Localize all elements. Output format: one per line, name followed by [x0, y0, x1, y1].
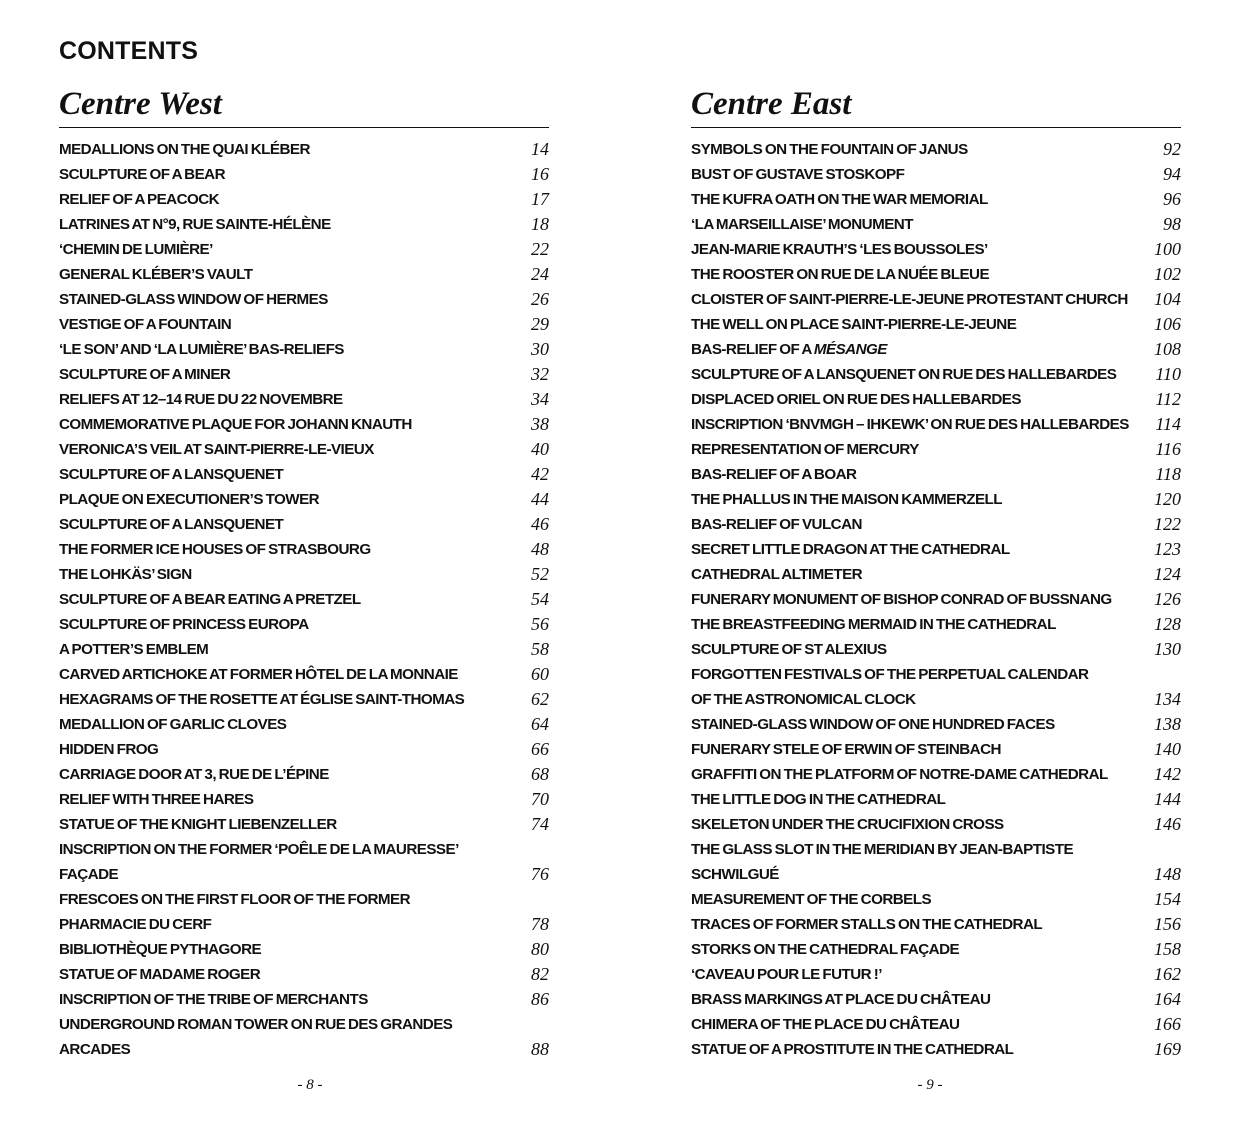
toc-entry-title: [59, 312, 511, 337]
toc-entry-page: 144: [1154, 789, 1181, 809]
toc-entry-page: 110: [1155, 364, 1181, 384]
toc-entry-title: [691, 837, 1143, 887]
toc-entry-title-text: SCULPTURE OF A MINER: [59, 366, 231, 383]
toc-entry-title-text: THE ROOSTER ON RUE DE LA NUÉE BLEUE: [691, 266, 990, 283]
toc-entry-page: 92: [1163, 139, 1181, 159]
toc-entry-page: 96: [1163, 189, 1181, 209]
toc-entry-page: 138: [1154, 714, 1181, 734]
toc-entry[interactable]: [59, 162, 549, 187]
toc-entry-title-text: CATHEDRAL ALTIMETER: [691, 566, 863, 583]
toc-entry-page: 123: [1154, 539, 1181, 559]
toc-entry-page: 56: [531, 614, 549, 634]
toc-entry-page: 22: [531, 239, 549, 259]
toc-entry-page: 26: [531, 289, 549, 309]
toc-entry-title-text: MEASUREMENT OF THE CORBELS: [691, 891, 932, 908]
toc-entry[interactable]: [59, 512, 549, 537]
toc-entry-title-text: LATRINES AT N°9, RUE SAINTE-HÉLÈNE: [59, 216, 331, 233]
toc-entry-title: [59, 687, 511, 712]
toc-entry[interactable]: [59, 237, 549, 262]
toc-entry-title-text: STATUE OF THE KNIGHT LIEBENZELLER: [59, 816, 337, 833]
toc-entry[interactable]: [691, 137, 1181, 162]
toc-entry[interactable]: [59, 787, 549, 812]
page-number-right: - 9 -: [917, 1077, 943, 1093]
toc-entry[interactable]: [59, 437, 549, 462]
toc-entry[interactable]: [691, 662, 1181, 712]
toc-entry-page: 122: [1154, 514, 1181, 534]
toc-entry-title-text: THE BREASTFEEDING MERMAID IN THE CATHEDRAL: [691, 616, 1056, 633]
toc-entry-page: 82: [531, 964, 549, 984]
toc-entry-title: [691, 537, 1143, 562]
toc-entry-title-text: THE WELL ON PLACE SAINT-PIERRE-LE-JEUNE: [691, 316, 1017, 333]
toc-entry[interactable]: [59, 837, 549, 887]
toc-entry-title-text: STAINED-GLASS WINDOW OF HERMES: [59, 291, 328, 308]
toc-entry-page: 66: [531, 739, 549, 759]
toc-entry[interactable]: [691, 312, 1181, 337]
toc-entry-page: 30: [531, 339, 549, 359]
toc-entry-page: 18: [531, 214, 549, 234]
toc-entry-title: [59, 387, 511, 412]
toc-entry-title: [59, 162, 511, 187]
toc-entry[interactable]: [691, 837, 1181, 887]
toc-entry-title: [59, 212, 511, 237]
toc-entry-title: [59, 562, 511, 587]
toc-entry-page: 116: [1155, 439, 1181, 459]
toc-entry[interactable]: [59, 412, 549, 437]
toc-entry-title: [691, 412, 1143, 437]
toc-entry-title: [59, 487, 511, 512]
section-title: Centre West: [59, 84, 549, 128]
toc-entry-page: 158: [1154, 939, 1181, 959]
toc-entry[interactable]: [59, 312, 549, 337]
toc-entry-page: 100: [1154, 239, 1181, 259]
toc-entry[interactable]: [59, 962, 549, 987]
page-centre-west: [59, 84, 549, 1062]
toc-entry-title: [691, 462, 1143, 487]
toc-entry-page: 114: [1155, 414, 1181, 434]
toc-entry[interactable]: [691, 212, 1181, 237]
page-centre-east: [691, 84, 1181, 1062]
toc-entry[interactable]: [59, 287, 549, 312]
toc-entry[interactable]: [691, 287, 1181, 312]
toc-entry[interactable]: [691, 262, 1181, 287]
toc-entry-title: [59, 612, 511, 637]
toc-entry-title-text: DISPLACED ORIEL ON RUE DES HALLEBARDES: [691, 391, 1021, 408]
toc-entry-title: [59, 337, 511, 362]
toc-entry-page: 140: [1154, 739, 1181, 759]
toc-entry-page: 94: [1163, 164, 1181, 184]
toc-entry-title-text: HEXAGRAMS OF THE ROSETTE AT ÉGLISE SAINT-THOMAS: [59, 691, 465, 708]
toc-entry-title-text: SCULPTURE OF ST ALEXIUS: [691, 641, 887, 658]
toc-entry[interactable]: [691, 612, 1181, 637]
toc-entry-title-text: VERONICA’S VEIL AT SAINT-PIERRE-LE-VIEUX: [59, 441, 374, 458]
toc-entry-title-text: INSCRIPTION ON THE FORMER ‘POÊLE DE LA MAURESSE’ FAÇADE: [59, 841, 459, 883]
toc-entry[interactable]: [691, 912, 1181, 937]
toc-list: [691, 137, 1181, 1062]
toc-entry-page: 169: [1154, 1039, 1181, 1059]
toc-entry[interactable]: [691, 987, 1181, 1012]
toc-entry-title-text: CLOISTER OF SAINT-PIERRE-LE-JEUNE PROTESTANT CHURCH: [691, 291, 1128, 308]
toc-entry-title-text: SCULPTURE OF A BEAR: [59, 166, 225, 183]
toc-entry-page: 86: [531, 989, 549, 1009]
toc-entry-title-text: A POTTER’S EMBLEM: [59, 641, 209, 658]
toc-entry[interactable]: [691, 337, 1181, 362]
toc-entry-page: 24: [531, 264, 549, 284]
toc-entry-title-text: BUST OF GUSTAVE STOSKOPF: [691, 166, 905, 183]
toc-entry-page: 126: [1154, 589, 1181, 609]
toc-entry-title-text: ‘CHEMIN DE LUMIÈRE’: [59, 241, 213, 258]
toc-entry-title: [59, 962, 511, 987]
toc-entry-title: [691, 812, 1143, 837]
toc-entry-title-text: RELIEFS AT 12–14 RUE DU 22 NOVEMBRE: [59, 391, 343, 408]
toc-entry-title: [59, 287, 511, 312]
toc-entry-title-text: THE LITTLE DOG IN THE CATHEDRAL: [691, 791, 946, 808]
toc-entry-page: 124: [1154, 564, 1181, 584]
toc-entry[interactable]: [59, 987, 549, 1012]
toc-list: [59, 137, 549, 1062]
toc-entry-title: [59, 787, 511, 812]
toc-entry-title: [691, 712, 1143, 737]
toc-entry-title-text: STATUE OF A PROSTITUTE IN THE CATHEDRAL: [691, 1041, 1014, 1058]
toc-entry-title-text: STATUE OF MADAME ROGER: [59, 966, 261, 983]
toc-entry-title: [59, 662, 511, 687]
toc-entry-title: [691, 337, 1143, 362]
toc-entry[interactable]: [59, 1012, 549, 1062]
toc-entry-title-text: INSCRIPTION OF THE TRIBE OF MERCHANTS: [59, 991, 368, 1008]
toc-entry[interactable]: [691, 1012, 1181, 1037]
toc-entry-title-text: THE LOHKÄS’ SIGN: [59, 566, 192, 583]
toc-entry[interactable]: [691, 587, 1181, 612]
toc-entry[interactable]: [59, 937, 549, 962]
toc-entry-title-text: THE FORMER ICE HOUSES OF STRASBOURG: [59, 541, 371, 558]
toc-entry-title-text: COMMEMORATIVE PLAQUE FOR JOHANN KNAUTH: [59, 416, 412, 433]
toc-entry[interactable]: [691, 562, 1181, 587]
toc-entry-title-text: REPRESENTATION OF MERCURY: [691, 441, 919, 458]
toc-entry[interactable]: [59, 362, 549, 387]
toc-entry-page: 38: [531, 414, 549, 434]
toc-entry-page: 29: [531, 314, 549, 334]
toc-entry-page: 60: [531, 664, 549, 684]
toc-entry-page: 130: [1154, 639, 1181, 659]
toc-entry-title-text: FUNERARY STELE OF ERWIN OF STEINBACH: [691, 741, 1001, 758]
toc-entry-title: [59, 637, 511, 662]
toc-entry-title-text: THE KUFRA OATH ON THE WAR MEMORIAL: [691, 191, 988, 208]
toc-entry-page: 134: [1154, 689, 1181, 709]
toc-entry-title: [59, 187, 511, 212]
toc-entry-page: 70: [531, 789, 549, 809]
toc-entry-title-text: BAS-RELIEF OF VULCAN: [691, 516, 862, 533]
toc-entry-title-text: JEAN-MARIE KRAUTH’S ‘LES BOUSSOLES’: [691, 241, 988, 258]
toc-entry-title-text: SCULPTURE OF A BEAR EATING A PRETZEL: [59, 591, 361, 608]
toc-entry-page: 58: [531, 639, 549, 659]
toc-entry-title-text: BAS-RELIEF OF A: [691, 341, 814, 358]
toc-entry-page: 156: [1154, 914, 1181, 934]
page-number-left: - 8 -: [297, 1077, 323, 1093]
toc-entry-title-text: FUNERARY MONUMENT OF BISHOP CONRAD OF BUSSNANG: [691, 591, 1112, 608]
toc-entry[interactable]: [59, 712, 549, 737]
toc-entry-page: 54: [531, 589, 549, 609]
toc-entry[interactable]: [691, 787, 1181, 812]
toc-entry-title: [691, 787, 1143, 812]
toc-entry-title-text: STORKS ON THE CATHEDRAL FAÇADE: [691, 941, 960, 958]
toc-entry-title-text: SCULPTURE OF PRINCESS EUROPA: [59, 616, 309, 633]
toc-entry-title-text: ‘LA MARSEILLAISE’ MONUMENT: [691, 216, 913, 233]
toc-entry[interactable]: [691, 962, 1181, 987]
toc-entry[interactable]: [691, 437, 1181, 462]
toc-entry-page: 80: [531, 939, 549, 959]
toc-entry-title: [691, 762, 1143, 787]
toc-entry-title-text: UNDERGROUND ROMAN TOWER ON RUE DES GRANDES ARCADES: [59, 1016, 453, 1058]
toc-entry-page: 118: [1155, 464, 1181, 484]
toc-entry-title: [691, 662, 1143, 712]
toc-entry-page: 14: [531, 139, 549, 159]
toc-entry[interactable]: [59, 737, 549, 762]
toc-entry[interactable]: [59, 662, 549, 687]
toc-entry-title: [59, 737, 511, 762]
toc-entry-page: 32: [531, 364, 549, 384]
toc-entry-page: 78: [531, 914, 549, 934]
toc-entry-title-text: BIBLIOTHÈQUE PYTHAGORE: [59, 941, 262, 958]
toc-entry-title: [59, 762, 511, 787]
toc-entry-title: [59, 362, 511, 387]
toc-entry-title: [59, 512, 511, 537]
toc-entry-title: [59, 462, 511, 487]
toc-entry-page: 52: [531, 564, 549, 584]
toc-entry-title: [691, 737, 1143, 762]
toc-entry-page: 48: [531, 539, 549, 559]
toc-entry-title-text: GRAFFITI ON THE PLATFORM OF NOTRE-DAME CATHEDRAL: [691, 766, 1108, 783]
toc-entry-title-text: FORGOTTEN FESTIVALS OF THE PERPETUAL CALENDAR OF THE ASTRONOMICAL CLOCK: [691, 666, 1089, 708]
toc-entry-title: [691, 137, 1143, 162]
toc-entry-title: [691, 987, 1143, 1012]
toc-entry-page: 146: [1154, 814, 1181, 834]
toc-entry-title: [691, 612, 1143, 637]
toc-entry[interactable]: [59, 762, 549, 787]
contents-heading: CONTENTS: [59, 37, 199, 65]
toc-entry-title: [691, 312, 1143, 337]
toc-entry-page: 112: [1155, 389, 1181, 409]
toc-entry-page: 17: [531, 189, 549, 209]
toc-entry[interactable]: [59, 587, 549, 612]
toc-entry-title: [691, 912, 1143, 937]
toc-entry[interactable]: [691, 712, 1181, 737]
toc-entry-title: [691, 237, 1143, 262]
toc-entry[interactable]: [691, 187, 1181, 212]
toc-entry-title-text: ‘LE SON’ AND ‘LA LUMIÈRE’ BAS-RELIEFS: [59, 341, 344, 358]
toc-entry-page: 40: [531, 439, 549, 459]
toc-entry-title: [691, 637, 1143, 662]
toc-entry-page: 76: [531, 864, 549, 884]
toc-entry-page: 162: [1154, 964, 1181, 984]
toc-entry[interactable]: [691, 387, 1181, 412]
toc-entry-page: 154: [1154, 889, 1181, 909]
toc-entry-title: [59, 712, 511, 737]
section-title: Centre East: [691, 84, 1181, 128]
toc-entry-title: [59, 262, 511, 287]
toc-entry[interactable]: [691, 762, 1181, 787]
toc-entry-title-text: ‘CAVEAU POUR LE FUTUR !’: [691, 966, 882, 983]
toc-entry-title: [691, 562, 1143, 587]
toc-entry-title-text: RELIEF OF A PEACOCK: [59, 191, 220, 208]
toc-entry-title-text: STAINED-GLASS WINDOW OF ONE HUNDRED FACES: [691, 716, 1055, 733]
toc-entry[interactable]: [59, 537, 549, 562]
toc-entry-title-text: CARRIAGE DOOR AT 3, RUE DE L’ÉPINE: [59, 766, 329, 783]
toc-entry-title: [59, 237, 511, 262]
toc-entry-page: 108: [1154, 339, 1181, 359]
toc-entry-title: [59, 887, 511, 937]
toc-entry-page: 164: [1154, 989, 1181, 1009]
toc-entry-title: [691, 437, 1143, 462]
toc-entry-title: [691, 162, 1143, 187]
toc-entry-page: 104: [1154, 289, 1181, 309]
toc-entry-page: 148: [1154, 864, 1181, 884]
toc-entry-title: [691, 962, 1143, 987]
toc-entry-page: 44: [531, 489, 549, 509]
toc-entry-title-text: MEDALLIONS ON THE QUAI KLÉBER: [59, 141, 310, 158]
toc-entry-title-text: SKELETON UNDER THE CRUCIFIXION CROSS: [691, 816, 1004, 833]
toc-entry-title-italic: MÉSANGE: [813, 341, 887, 358]
toc-entry[interactable]: [691, 462, 1181, 487]
toc-entry[interactable]: [691, 362, 1181, 387]
toc-entry-title: [59, 537, 511, 562]
toc-entry[interactable]: [59, 462, 549, 487]
toc-entry-title: [691, 487, 1143, 512]
toc-entry-title: [691, 887, 1143, 912]
toc-entry[interactable]: [59, 612, 549, 637]
toc-entry[interactable]: [691, 1037, 1181, 1062]
toc-entry-title: [691, 1037, 1143, 1062]
toc-entry-title-text: FRESCOES ON THE FIRST FLOOR OF THE FORMER PHARMACIE DU CERF: [59, 891, 410, 933]
toc-entry[interactable]: [691, 487, 1181, 512]
toc-entry[interactable]: [691, 812, 1181, 837]
toc-entry[interactable]: [59, 337, 549, 362]
toc-entry[interactable]: [59, 187, 549, 212]
toc-entry-page: 62: [531, 689, 549, 709]
toc-entry[interactable]: [691, 887, 1181, 912]
toc-entry[interactable]: [59, 487, 549, 512]
toc-entry-page: 42: [531, 464, 549, 484]
toc-entry-title-text: THE GLASS SLOT IN THE MERIDIAN BY JEAN-BAPTISTE SCHWILGUÉ: [691, 841, 1074, 883]
toc-entry-title-text: BRASS MARKINGS AT PLACE DU CHÂTEAU: [691, 991, 991, 1008]
toc-entry[interactable]: [59, 687, 549, 712]
toc-entry[interactable]: [691, 637, 1181, 662]
toc-entry[interactable]: [59, 812, 549, 837]
toc-entry-title: [691, 187, 1143, 212]
toc-entry-page: 98: [1163, 214, 1181, 234]
toc-entry[interactable]: [691, 412, 1181, 437]
toc-entry-page: 142: [1154, 764, 1181, 784]
toc-entry-page: 166: [1154, 1014, 1181, 1034]
toc-entry-title-text: GENERAL KLÉBER’S VAULT: [59, 266, 253, 283]
toc-entry[interactable]: [691, 162, 1181, 187]
toc-entry[interactable]: [691, 937, 1181, 962]
toc-entry-title: [691, 587, 1143, 612]
toc-entry[interactable]: [59, 137, 549, 162]
toc-entry-page: 102: [1154, 264, 1181, 284]
toc-entry-page: 34: [531, 389, 549, 409]
toc-entry-title: [691, 1012, 1143, 1037]
toc-entry-title: [59, 812, 511, 837]
toc-entry-page: 106: [1154, 314, 1181, 334]
toc-entry[interactable]: [691, 237, 1181, 262]
toc-entry-title: [691, 287, 1143, 312]
toc-entry-title: [691, 387, 1143, 412]
toc-entry[interactable]: [59, 562, 549, 587]
toc-entry-title: [691, 362, 1143, 387]
toc-entry-title-text: SCULPTURE OF A LANSQUENET ON RUE DES HALLEBARDES: [691, 366, 1117, 383]
toc-entry-page: 64: [531, 714, 549, 734]
toc-entry-title-text: TRACES OF FORMER STALLS ON THE CATHEDRAL: [691, 916, 1043, 933]
toc-entry[interactable]: [59, 262, 549, 287]
toc-entry-page: 120: [1154, 489, 1181, 509]
toc-entry-title: [59, 837, 511, 887]
toc-entry-title-text: SYMBOLS ON THE FOUNTAIN OF JANUS: [691, 141, 968, 158]
toc-entry-title: [691, 512, 1143, 537]
toc-entry-title-text: SCULPTURE OF A LANSQUENET: [59, 516, 284, 533]
toc-entry-page: 74: [531, 814, 549, 834]
toc-entry[interactable]: [59, 637, 549, 662]
toc-entry[interactable]: [691, 512, 1181, 537]
toc-entry-page: 88: [531, 1039, 549, 1059]
toc-entry-title-text: SCULPTURE OF A LANSQUENET: [59, 466, 284, 483]
toc-entry-title: [59, 987, 511, 1012]
toc-entry-title-text: THE PHALLUS IN THE MAISON KAMMERZELL: [691, 491, 1003, 508]
toc-entry-title-text: VESTIGE OF A FOUNTAIN: [59, 316, 232, 333]
toc-entry[interactable]: [59, 387, 549, 412]
toc-entry-title-text: HIDDEN FROG: [59, 741, 159, 758]
toc-entry-title-text: MEDALLION OF GARLIC CLOVES: [59, 716, 287, 733]
toc-entry-title: [59, 437, 511, 462]
toc-entry[interactable]: [59, 887, 549, 937]
toc-entry-title: [59, 937, 511, 962]
toc-entry-title: [59, 137, 511, 162]
toc-entry-title-text: SECRET LITTLE DRAGON AT THE CATHEDRAL: [691, 541, 1010, 558]
toc-entry-page: 68: [531, 764, 549, 784]
toc-entry[interactable]: [691, 737, 1181, 762]
toc-entry-title-text: CHIMERA OF THE PLACE DU CHÂTEAU: [691, 1016, 960, 1033]
toc-entry[interactable]: [59, 212, 549, 237]
toc-entry-page: 128: [1154, 614, 1181, 634]
toc-entry-title: [59, 1012, 511, 1062]
toc-entry-title: [59, 412, 511, 437]
toc-entry-title: [59, 587, 511, 612]
toc-entry-page: 16: [531, 164, 549, 184]
toc-entry-title-text: INSCRIPTION ‘BNVMGH – IHKEWK’ ON RUE DES HALLEBARDES: [691, 416, 1129, 433]
toc-entry-title-text: RELIEF WITH THREE HARES: [59, 791, 254, 808]
toc-entry-page: 46: [531, 514, 549, 534]
toc-entry-title: [691, 937, 1143, 962]
toc-entry-title-text: CARVED ARTICHOKE AT FORMER HÔTEL DE LA MONNAIE: [59, 666, 458, 683]
toc-entry-title: [691, 262, 1143, 287]
toc-entry-title-text: BAS-RELIEF OF A BOAR: [691, 466, 857, 483]
toc-entry-title-text: PLAQUE ON EXECUTIONER’S TOWER: [59, 491, 320, 508]
toc-entry[interactable]: [691, 537, 1181, 562]
toc-entry-title: [691, 212, 1143, 237]
